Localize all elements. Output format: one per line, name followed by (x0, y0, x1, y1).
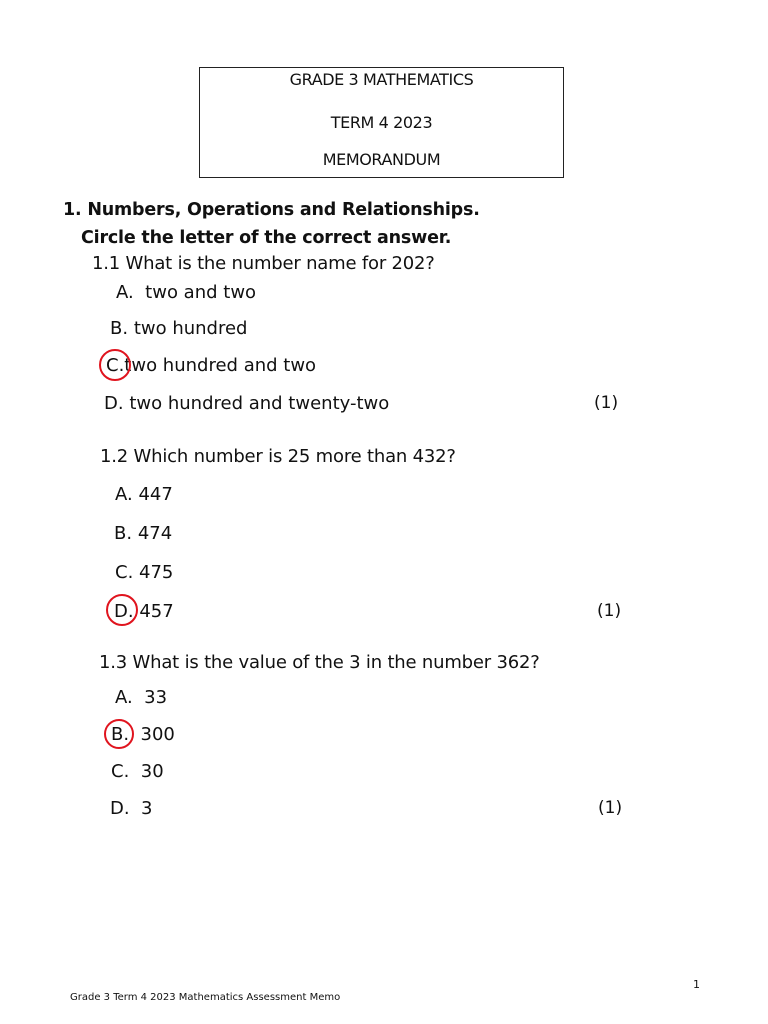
marks-1-1: (1) (594, 393, 619, 413)
title-box (199, 67, 564, 178)
answer-circle-1-1 (99, 349, 131, 381)
option-1-2-b (114, 523, 172, 544)
option-1-3-d (110, 798, 153, 819)
option-letter: D. (114, 601, 134, 622)
option-1-3-c (111, 761, 164, 782)
option-text: 457 (139, 601, 174, 622)
option-text: two hundred (133, 318, 248, 339)
option-letter: A. (115, 687, 133, 708)
footer-text: Grade 3 Term 4 2023 Mathematics Assessment Memo (70, 992, 341, 1003)
option-1-1-b (110, 318, 247, 339)
option-letter: C. (111, 761, 130, 782)
question-1-3: 1.3 What is the value of the 3 in the number 362? (99, 652, 540, 673)
option-letter: D. (104, 393, 124, 414)
option-1-2-c (115, 562, 173, 583)
option-text: 475 (139, 562, 174, 583)
option-text: two and two (145, 282, 257, 303)
option-text: 33 (144, 687, 168, 708)
option-1-1-a (116, 282, 256, 303)
option-letter: B. (114, 523, 133, 544)
option-letter: A. (115, 484, 133, 505)
option-letter: B. (110, 318, 129, 339)
section-instruction: Circle the letter of the correct answer. (81, 228, 452, 248)
option-text: 30 (140, 761, 164, 782)
option-letter: C. (115, 562, 134, 583)
page-number: 1 (693, 978, 700, 991)
header-grade: GRADE 3 MATHEMATICS (289, 70, 474, 89)
option-letter: C. (106, 355, 125, 376)
option-1-1-d (104, 393, 389, 414)
option-text: 474 (137, 523, 173, 544)
option-text: 3 (141, 798, 153, 819)
header-term: TERM 4 2023 (330, 113, 433, 132)
header-memorandum: MEMORANDUM (322, 150, 441, 169)
marks-1-3: (1) (598, 798, 623, 818)
option-text: two hundred and twenty-two (129, 393, 390, 414)
option-letter: B. (111, 724, 130, 745)
option-text: two hundred and two (124, 355, 317, 376)
option-1-2-a (115, 484, 173, 505)
question-1-1: 1.1 What is the number name for 202? (92, 253, 435, 274)
question-1-2: 1.2 Which number is 25 more than 432? (100, 446, 456, 467)
answer-circle-1-3 (104, 719, 134, 749)
option-letter: D. (110, 798, 130, 819)
option-letter: A. (116, 282, 134, 303)
marks-1-2: (1) (597, 601, 622, 621)
answer-circle-1-2 (106, 594, 138, 626)
option-1-1-c (106, 355, 316, 376)
option-text: 300 (140, 724, 175, 745)
section-heading: 1. Numbers, Operations and Relationships. (63, 200, 480, 220)
option-text: 447 (138, 484, 173, 505)
option-1-3-a (115, 687, 167, 708)
